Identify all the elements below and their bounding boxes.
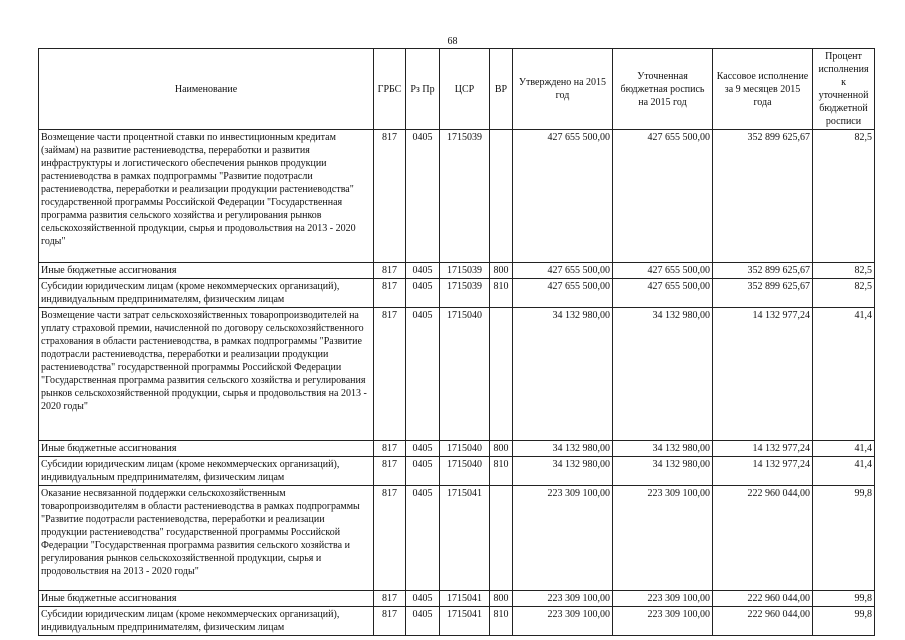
row-csr: 1715039: [440, 263, 490, 279]
row-csr: 1715041: [440, 591, 490, 607]
row-refined: 223 309 100,00: [613, 591, 713, 607]
header-name: Наименование: [39, 49, 374, 130]
row-grbs: 817: [374, 263, 406, 279]
header-csr: ЦСР: [440, 49, 490, 130]
row-approved: 427 655 500,00: [513, 279, 613, 308]
row-refined: 427 655 500,00: [613, 130, 713, 263]
row-csr: 1715039: [440, 279, 490, 308]
table-row: [39, 457, 875, 486]
row-vr: [490, 130, 513, 263]
row-refined: 427 655 500,00: [613, 263, 713, 279]
table-header: [39, 49, 875, 130]
row-name: Субсидии юридическим лицам (кроме некоммерческих организаций), индивидуальным предпринимателям, физическим лицам: [39, 279, 374, 308]
row-refined: 223 309 100,00: [613, 607, 713, 636]
row-rzpr: 0405: [406, 441, 440, 457]
row-rzpr: 0405: [406, 486, 440, 591]
row-grbs: 817: [374, 591, 406, 607]
row-approved: 223 309 100,00: [513, 607, 613, 636]
row-name: Субсидии юридическим лицам (кроме некоммерческих организаций), индивидуальным предпринимателям, физическим лицам: [39, 607, 374, 636]
header-vr: ВР: [490, 49, 513, 130]
row-grbs: 817: [374, 279, 406, 308]
row-vr: 810: [490, 279, 513, 308]
row-approved: 34 132 980,00: [513, 441, 613, 457]
page-number: 68: [447, 36, 458, 47]
row-name: Субсидии юридическим лицам (кроме некоммерческих организаций), индивидуальным предпринимателям, физическим лицам: [39, 457, 374, 486]
row-cash: 222 960 044,00: [713, 591, 813, 607]
row-rzpr: 0405: [406, 263, 440, 279]
row-approved: 427 655 500,00: [513, 130, 613, 263]
row-percent: 41,4: [813, 457, 875, 486]
header-rzpr: Рз Пр: [406, 49, 440, 130]
row-percent: 82,5: [813, 279, 875, 308]
row-rzpr: 0405: [406, 457, 440, 486]
row-name: Возмещение части процентной ставки по инвестиционным кредитам (займам) на развитие растениеводства, переработки и развития инфраструктуры и логистического обеспечения рынков продукции растениеводства в рамках подпрограммы "Развитие подотрасли растениеводства, переработки и реализации продукции растениеводства" государственной программы Российской Федерации "Государственная программа развития сельского хозяйства и регулирования рынков сельскохозяйственной продукции, сырья и продовольствия на 2013 - 2020 годы": [39, 130, 374, 263]
row-refined: 427 655 500,00: [613, 279, 713, 308]
row-csr: 1715040: [440, 308, 490, 441]
row-name: Оказание несвязанной поддержки сельскохозяйственным товаропроизводителям в области растениеводства в рамках подпрограммы "Развитие подотрасли растениеводства, переработки и реализации продукции растениеводства" государственной программы Российской Федерации "Государственная программа развития сельского хозяйства и регулирования рынков сельскохозяйственной продукции, сырья и продовольствия на 2013 - 2020 годы": [39, 486, 374, 591]
row-grbs: 817: [374, 457, 406, 486]
table-body: [39, 130, 875, 636]
table-row: [39, 279, 875, 308]
row-name: Иные бюджетные ассигнования: [39, 591, 374, 607]
row-csr: 1715040: [440, 441, 490, 457]
row-approved: 223 309 100,00: [513, 486, 613, 591]
row-grbs: 817: [374, 308, 406, 441]
row-refined: 34 132 980,00: [613, 457, 713, 486]
row-vr: [490, 486, 513, 591]
row-vr: 800: [490, 441, 513, 457]
row-vr: 810: [490, 457, 513, 486]
row-refined: 223 309 100,00: [613, 486, 713, 591]
row-cash: 222 960 044,00: [713, 607, 813, 636]
row-cash: 222 960 044,00: [713, 486, 813, 591]
row-rzpr: 0405: [406, 130, 440, 263]
row-name: Возмещение части затрат сельскохозяйственных товаропроизводителей на уплату страховой премии, начисленной по договору сельскохозяйственного страхования в области растениеводства, в рамках подпрограммы "Развитие подотрасли растениеводства, переработки и реализации продукции растениеводства" государственной программы Российской Федерации "Государственная программа развития сельского хозяйства и регулирования рынков сельскохозяйственной продукции, сырья и продовольствия на 2013 - 2020 годы": [39, 308, 374, 441]
row-cash: 14 132 977,24: [713, 308, 813, 441]
header-refined: Уточненная бюджетная роспись на 2015 год: [613, 49, 713, 130]
header-percent: Процент исполнения к уточненной бюджетной росписи: [813, 49, 875, 130]
row-csr: 1715041: [440, 607, 490, 636]
row-vr: 810: [490, 607, 513, 636]
row-approved: 427 655 500,00: [513, 263, 613, 279]
table-row: [39, 441, 875, 457]
row-cash: 352 899 625,67: [713, 263, 813, 279]
row-grbs: 817: [374, 486, 406, 591]
row-vr: 800: [490, 263, 513, 279]
row-percent: 82,5: [813, 263, 875, 279]
row-csr: 1715040: [440, 457, 490, 486]
header-cash: Кассовое исполнение за 9 месяцев 2015 года: [713, 49, 813, 130]
row-vr: [490, 308, 513, 441]
row-refined: 34 132 980,00: [613, 441, 713, 457]
row-grbs: 817: [374, 130, 406, 263]
row-vr: 800: [490, 591, 513, 607]
row-rzpr: 0405: [406, 591, 440, 607]
row-cash: 14 132 977,24: [713, 457, 813, 486]
row-approved: 34 132 980,00: [513, 308, 613, 441]
row-csr: 1715041: [440, 486, 490, 591]
row-percent: 99,8: [813, 607, 875, 636]
row-approved: 223 309 100,00: [513, 591, 613, 607]
row-name: Иные бюджетные ассигнования: [39, 263, 374, 279]
row-cash: 352 899 625,67: [713, 130, 813, 263]
budget-table: [38, 48, 875, 636]
row-rzpr: 0405: [406, 607, 440, 636]
row-csr: 1715039: [440, 130, 490, 263]
row-percent: 82,5: [813, 130, 875, 263]
row-approved: 34 132 980,00: [513, 457, 613, 486]
header-grbs: ГРБС: [374, 49, 406, 130]
row-percent: 41,4: [813, 441, 875, 457]
table-row: [39, 607, 875, 636]
row-percent: 99,8: [813, 591, 875, 607]
row-rzpr: 0405: [406, 279, 440, 308]
header-approved: Утверждено на 2015 год: [513, 49, 613, 130]
row-grbs: 817: [374, 441, 406, 457]
row-rzpr: 0405: [406, 308, 440, 441]
table-row: [39, 130, 875, 263]
table-row: [39, 308, 875, 441]
row-percent: 41,4: [813, 308, 875, 441]
row-name: Иные бюджетные ассигнования: [39, 441, 374, 457]
table-row: [39, 591, 875, 607]
row-cash: 14 132 977,24: [713, 441, 813, 457]
table-row: [39, 263, 875, 279]
table-row: [39, 486, 875, 591]
row-grbs: 817: [374, 607, 406, 636]
row-cash: 352 899 625,67: [713, 279, 813, 308]
row-refined: 34 132 980,00: [613, 308, 713, 441]
row-percent: 99,8: [813, 486, 875, 591]
